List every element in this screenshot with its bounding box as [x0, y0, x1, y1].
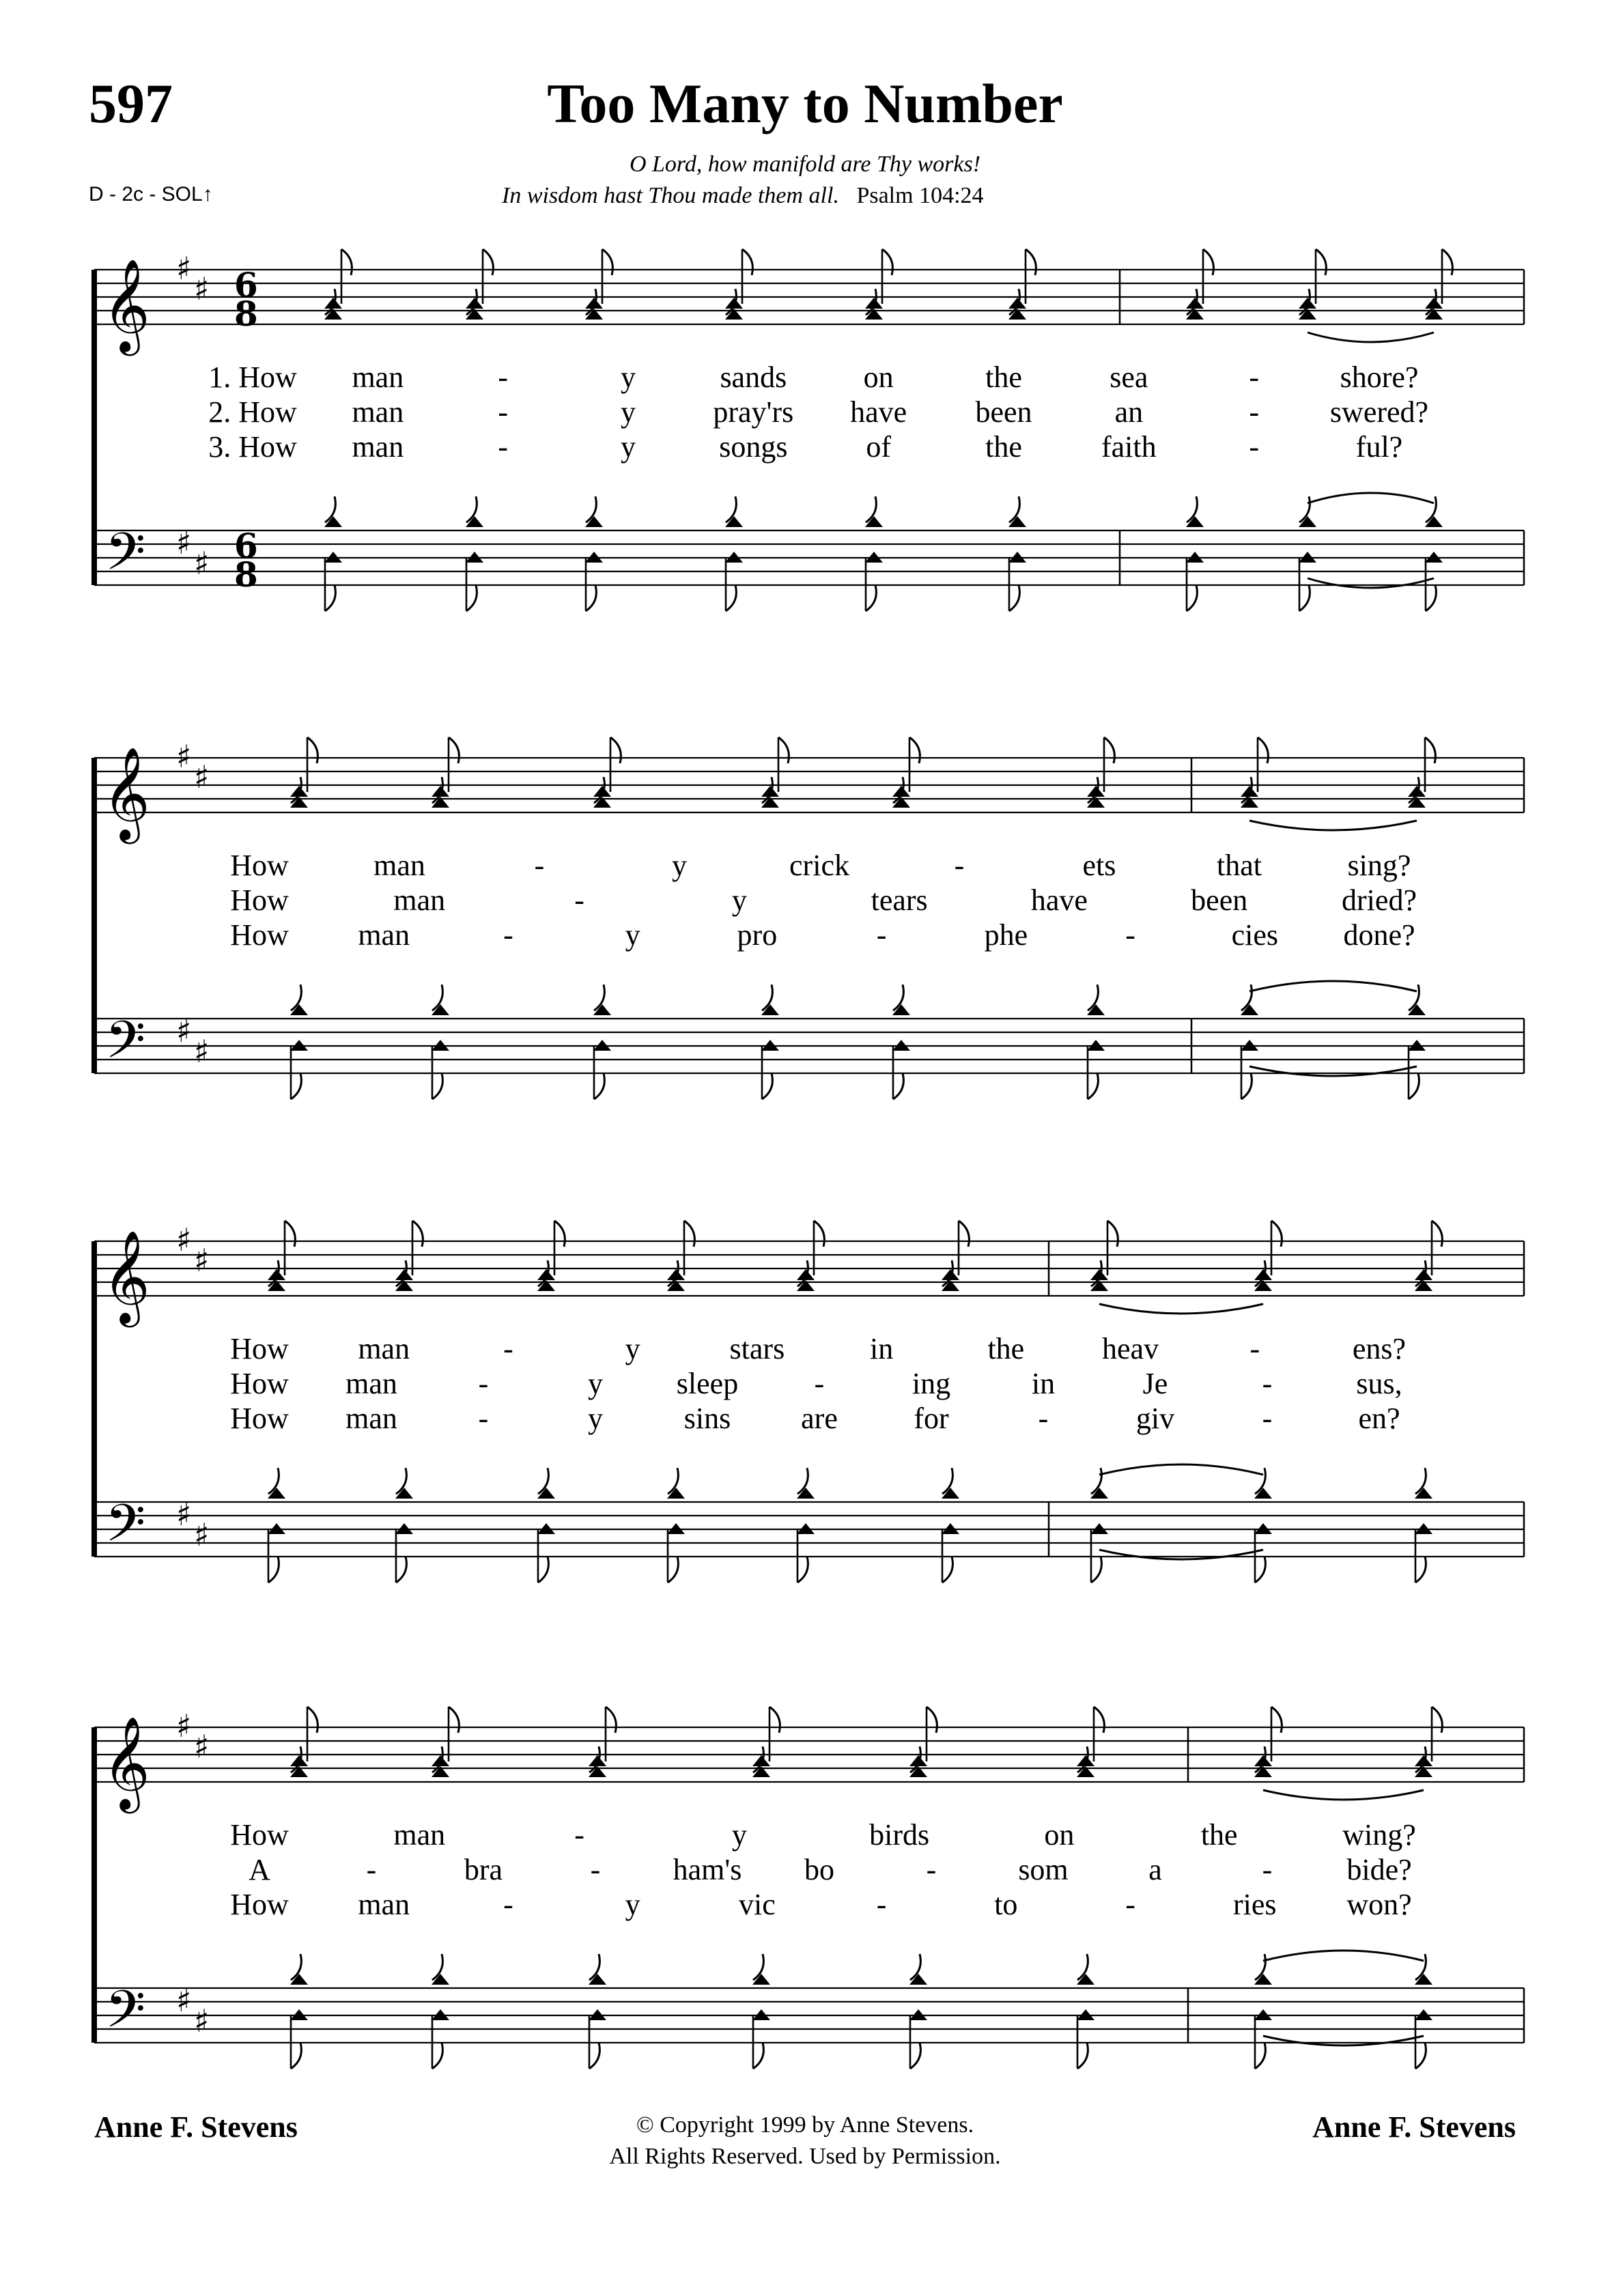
treble-note-flag	[1432, 1221, 1442, 1247]
bass-note-flag	[538, 1557, 548, 1583]
bass-clef-icon: 𝄢	[105, 1010, 146, 1083]
lyric-syllable: -	[876, 1888, 887, 1921]
treble-note-flag	[1271, 1221, 1282, 1247]
lyric-syllable: -	[926, 1853, 937, 1886]
lyric-syllable: y	[625, 1332, 640, 1365]
lyric-syllable: crick	[789, 849, 849, 882]
tie	[1308, 578, 1434, 588]
lyric-syllable: vic	[739, 1888, 776, 1921]
lyric-syllable: ens?	[1352, 1332, 1407, 1365]
lyric-syllable: y	[672, 849, 687, 882]
lyric-syllable: stars	[729, 1332, 785, 1365]
key-sharp-icon: ♯	[176, 1221, 192, 1258]
lyric-syllable: faith	[1101, 430, 1157, 464]
lyric-syllable: phe	[984, 918, 1028, 952]
lyric-syllable: 1. How	[208, 360, 297, 394]
scripture-text: In wisdom hast Thou made them all.	[502, 183, 839, 208]
lyric-syllable: -	[590, 1853, 601, 1886]
bass-note-flag	[942, 1557, 952, 1583]
bass-note-flag	[1255, 1557, 1265, 1583]
treble-note-flag	[307, 1707, 317, 1733]
hymn-title: Too Many to Number	[547, 72, 1063, 134]
bass-note-flag	[291, 1073, 301, 1099]
lyric-syllable: -	[503, 918, 513, 952]
lyric-syllable: bo	[804, 1853, 834, 1886]
lyric-syllable: songs	[719, 430, 788, 464]
treble-note-flag	[959, 1221, 969, 1247]
lyric-syllable: y	[621, 395, 636, 429]
copyright-line-2: All Rights Reserved. Used by Permission.	[609, 2144, 1001, 2169]
lyric-syllable: the	[987, 1332, 1025, 1365]
lyric-syllable: sing?	[1347, 849, 1411, 882]
treble-note-flag	[814, 1221, 824, 1247]
lyric-syllable: pro	[737, 918, 778, 952]
treble-note-flag	[1271, 1707, 1282, 1733]
treble-note-flag	[1316, 249, 1326, 275]
lyric-syllable: -	[954, 849, 965, 882]
lyric-syllable: shore?	[1340, 360, 1419, 394]
tie	[1099, 1550, 1263, 1559]
tie	[1099, 1304, 1263, 1314]
lyric-syllable: for	[914, 1402, 949, 1435]
lyric-syllable: How	[230, 849, 289, 882]
treble-note-flag	[684, 1221, 694, 1247]
tie	[1263, 1951, 1424, 1961]
lyric-syllable: -	[1038, 1402, 1049, 1435]
lyric-syllable: done?	[1343, 918, 1415, 952]
key-sharp-icon: ♯	[176, 1012, 192, 1049]
lyric-syllable: A	[249, 1853, 270, 1886]
lyric-syllable: a	[1148, 1853, 1162, 1886]
lyric-syllable: -	[1125, 1888, 1135, 1921]
lyric-syllable: How	[230, 1888, 289, 1921]
treble-note-flag	[610, 737, 621, 763]
lyric-syllable: man	[345, 1402, 397, 1435]
lyric-syllable: giv	[1135, 1402, 1175, 1435]
lyric-syllable: man	[373, 849, 425, 882]
key-sharp-icon: ♯	[176, 1982, 192, 2019]
bass-note-flag	[466, 585, 477, 611]
lyric-syllable: man	[358, 1332, 410, 1365]
lyric-syllable: -	[1262, 1367, 1273, 1400]
bass-note-flag	[586, 585, 596, 611]
bass-note-flag	[291, 2043, 301, 2069]
lyric-syllable: -	[503, 1332, 513, 1365]
bass-note-flag	[594, 1073, 604, 1099]
lyric-syllable: y	[731, 1818, 747, 1852]
lyric-syllable: -	[1249, 395, 1259, 429]
treble-note-flag	[1425, 737, 1435, 763]
lyric-syllable: on	[863, 360, 894, 394]
bass-note-flag	[432, 1073, 442, 1099]
lyric-syllable: -	[478, 1367, 489, 1400]
lyric-syllable: man	[358, 918, 410, 952]
lyric-syllable: on	[1044, 1818, 1075, 1852]
lyric-syllable: in	[1031, 1367, 1056, 1400]
treble-note-flag	[778, 737, 789, 763]
tie	[1249, 821, 1417, 830]
lyric-syllable: birds	[869, 1818, 930, 1852]
lyric-syllable: man	[393, 1818, 446, 1852]
treble-note-flag	[1203, 249, 1213, 275]
time-signature-denominator: 8	[234, 294, 258, 334]
lyric-syllable: ing	[912, 1367, 951, 1400]
treble-clef-icon: 𝄞	[102, 1229, 150, 1323]
lyric-syllable: ham's	[673, 1853, 742, 1886]
treble-note-flag	[769, 1707, 780, 1733]
bass-note-flag	[432, 2043, 442, 2069]
composer-credit: Anne F. Stevens	[1312, 2110, 1516, 2144]
treble-note-flag	[1104, 737, 1114, 763]
bass-note-flag	[1009, 585, 1019, 611]
tie	[1099, 1464, 1263, 1475]
lyric-syllable: How	[230, 1818, 289, 1852]
bass-note-flag	[1088, 1073, 1098, 1099]
lyricist-credit: Anne F. Stevens	[94, 2110, 298, 2144]
bass-note-flag	[396, 1557, 406, 1583]
lyric-syllable: that	[1217, 849, 1262, 882]
lyric-syllable: -	[534, 849, 545, 882]
lyric-syllable: man	[393, 883, 446, 917]
tie	[1263, 2036, 1424, 2045]
lyric-syllable: have	[850, 395, 907, 429]
treble-note-flag	[927, 1707, 937, 1733]
lyric-syllable: -	[498, 430, 508, 464]
tie	[1308, 332, 1434, 342]
treble-note-flag	[882, 249, 892, 275]
key-sharp-icon: ♯	[194, 2002, 210, 2039]
treble-note-flag	[1107, 1221, 1118, 1247]
lyric-syllable: -	[498, 360, 508, 394]
lyric-syllable: won?	[1346, 1888, 1412, 1921]
lyric-syllable: How	[230, 1402, 289, 1435]
bass-note-flag	[1426, 585, 1436, 611]
tie	[1308, 493, 1434, 503]
treble-note-flag	[285, 1221, 295, 1247]
lyric-syllable: the	[985, 360, 1022, 394]
treble-clef-icon: 𝄞	[102, 1715, 150, 1809]
lyric-syllable: been	[975, 395, 1032, 429]
treble-note-flag	[449, 1707, 459, 1733]
bass-note-flag	[589, 2043, 599, 2069]
bass-note-flag	[1415, 1557, 1426, 1583]
time-signature-denominator: 8	[234, 554, 258, 595]
lyric-syllable: sands	[720, 360, 787, 394]
lyric-syllable: are	[801, 1402, 838, 1435]
bass-note-flag	[1299, 585, 1310, 611]
bass-note-flag	[866, 585, 876, 611]
lyric-syllable: heav	[1102, 1332, 1159, 1365]
lyric-syllable: man	[352, 430, 404, 464]
key-sharp-icon: ♯	[176, 524, 192, 561]
treble-note-flag	[307, 737, 317, 763]
bass-clef-icon: 𝄢	[105, 1493, 146, 1566]
treble-note-flag	[1442, 249, 1452, 275]
lyric-syllable: sea	[1110, 360, 1148, 394]
lyric-syllable: tears	[871, 883, 928, 917]
key-sharp-icon: ♯	[194, 1728, 210, 1765]
key-sharp-icon: ♯	[194, 1242, 210, 1279]
lyric-syllable: 3. How	[208, 430, 297, 464]
lyric-syllable: dried?	[1342, 883, 1417, 917]
lyric-syllable: -	[574, 1818, 584, 1852]
copyright-line-1: © Copyright 1999 by Anne Stevens.	[636, 2112, 974, 2138]
bass-note-flag	[325, 585, 335, 611]
lyric-syllable: -	[1262, 1853, 1273, 1886]
treble-note-flag	[341, 249, 352, 275]
lyric-syllable: -	[366, 1853, 377, 1886]
bass-note-flag	[268, 1557, 279, 1583]
lyric-syllable: -	[498, 395, 508, 429]
treble-note-flag	[449, 737, 459, 763]
treble-note-flag	[554, 1221, 565, 1247]
bass-note-flag	[797, 1557, 808, 1583]
hymn-number: 597	[89, 72, 173, 134]
lyric-syllable: -	[1249, 360, 1259, 394]
lyric-syllable: man	[352, 395, 404, 429]
key-sharp-icon: ♯	[176, 1496, 192, 1533]
key-sharp-icon: ♯	[194, 759, 210, 795]
key-sharp-icon: ♯	[194, 1033, 210, 1070]
lyric-syllable: -	[1262, 1402, 1273, 1435]
bass-note-flag	[1255, 2043, 1265, 2069]
lyric-syllable: in	[869, 1332, 894, 1365]
treble-note-flag	[742, 249, 752, 275]
tie	[1263, 1790, 1424, 1800]
lyric-syllable: man	[345, 1367, 397, 1400]
lyric-syllable: -	[503, 1888, 513, 1921]
lyric-syllable: have	[1030, 883, 1088, 917]
treble-note-flag	[483, 249, 493, 275]
bass-note-flag	[753, 2043, 763, 2069]
lyric-syllable: man	[358, 1888, 410, 1921]
lyric-syllable: of	[866, 430, 891, 464]
bass-note-flag	[893, 1073, 903, 1099]
scripture-reference: Psalm 104:24	[856, 183, 984, 208]
lyric-syllable: y	[731, 883, 747, 917]
bass-note-flag	[1415, 2043, 1426, 2069]
bass-note-flag	[762, 1073, 772, 1099]
lyric-syllable: sus,	[1356, 1367, 1402, 1400]
lyric-syllable: How	[230, 883, 289, 917]
tie	[1249, 981, 1417, 991]
bass-note-flag	[910, 2043, 920, 2069]
lyric-syllable: pray'rs	[713, 395, 794, 429]
lyric-syllable: -	[478, 1402, 489, 1435]
bass-note-flag	[1241, 1073, 1252, 1099]
treble-clef-icon: 𝄞	[102, 746, 150, 840]
key-info: D - 2c - SOL↑	[89, 183, 213, 205]
key-sharp-icon: ♯	[176, 250, 192, 287]
lyric-syllable: -	[876, 918, 887, 952]
bass-note-flag	[668, 1557, 678, 1583]
lyric-syllable: -	[574, 883, 584, 917]
tie	[1249, 1066, 1417, 1076]
bass-clef-icon: 𝄢	[105, 1979, 146, 2052]
bass-note-flag	[1409, 1073, 1419, 1099]
lyric-syllable: -	[1249, 1332, 1260, 1365]
lyric-syllable: sleep	[676, 1367, 739, 1400]
lyric-syllable: som	[1018, 1853, 1069, 1886]
lyric-syllable: to	[994, 1888, 1018, 1921]
lyric-syllable: How	[230, 1332, 289, 1365]
time-signature-numerator: 6	[234, 265, 258, 305]
treble-note-flag	[606, 1707, 616, 1733]
lyric-syllable: 2. How	[208, 395, 297, 429]
lyric-syllable: y	[625, 918, 640, 952]
bass-note-flag	[726, 585, 736, 611]
treble-note-flag	[412, 1221, 423, 1247]
treble-note-flag	[602, 249, 612, 275]
key-sharp-icon: ♯	[176, 738, 192, 775]
lyric-syllable: ful?	[1355, 430, 1403, 464]
treble-note-flag	[1258, 737, 1268, 763]
key-sharp-icon: ♯	[194, 545, 210, 582]
lyric-syllable: How	[230, 918, 289, 952]
time-signature-numerator: 6	[234, 526, 258, 566]
lyric-syllable: en?	[1358, 1402, 1400, 1435]
key-sharp-icon: ♯	[194, 1516, 210, 1553]
lyric-syllable: the	[985, 430, 1022, 464]
treble-clef-icon: 𝄞	[102, 257, 150, 352]
lyric-syllable: cies	[1231, 918, 1278, 952]
lyric-syllable: y	[588, 1402, 603, 1435]
lyric-syllable: Je	[1142, 1367, 1168, 1400]
lyric-syllable: swered?	[1329, 395, 1429, 429]
lyric-syllable: an	[1114, 395, 1144, 429]
key-sharp-icon: ♯	[194, 270, 210, 307]
lyric-syllable: How	[230, 1367, 289, 1400]
treble-note-flag	[1432, 1707, 1442, 1733]
lyric-syllable: man	[352, 360, 404, 394]
treble-note-flag	[1094, 1707, 1104, 1733]
bass-note-flag	[1091, 1557, 1101, 1583]
lyric-syllable: been	[1191, 883, 1248, 917]
lyric-syllable: bide?	[1346, 1853, 1412, 1886]
treble-note-flag	[909, 737, 920, 763]
lyric-syllable: -	[1125, 918, 1135, 952]
lyric-syllable: bra	[464, 1853, 503, 1886]
lyric-syllable: ries	[1233, 1888, 1277, 1921]
bass-clef-icon: 𝄢	[105, 522, 146, 595]
lyric-syllable: y	[588, 1367, 603, 1400]
lyric-syllable: -	[814, 1367, 825, 1400]
lyric-syllable: sins	[683, 1402, 731, 1435]
lyric-syllable: -	[1249, 430, 1259, 464]
treble-note-flag	[1026, 249, 1036, 275]
lyric-syllable: y	[625, 1888, 640, 1921]
lyric-syllable: wing?	[1342, 1818, 1416, 1852]
lyric-syllable: ets	[1082, 849, 1116, 882]
key-sharp-icon: ♯	[176, 1707, 192, 1744]
lyric-syllable: the	[1200, 1818, 1238, 1852]
bass-note-flag	[1187, 585, 1197, 611]
lyric-syllable: y	[621, 360, 636, 394]
bass-note-flag	[1077, 2043, 1088, 2069]
scripture-line-1: O Lord, how manifold are Thy works!	[629, 152, 981, 177]
lyric-syllable: y	[621, 430, 636, 464]
